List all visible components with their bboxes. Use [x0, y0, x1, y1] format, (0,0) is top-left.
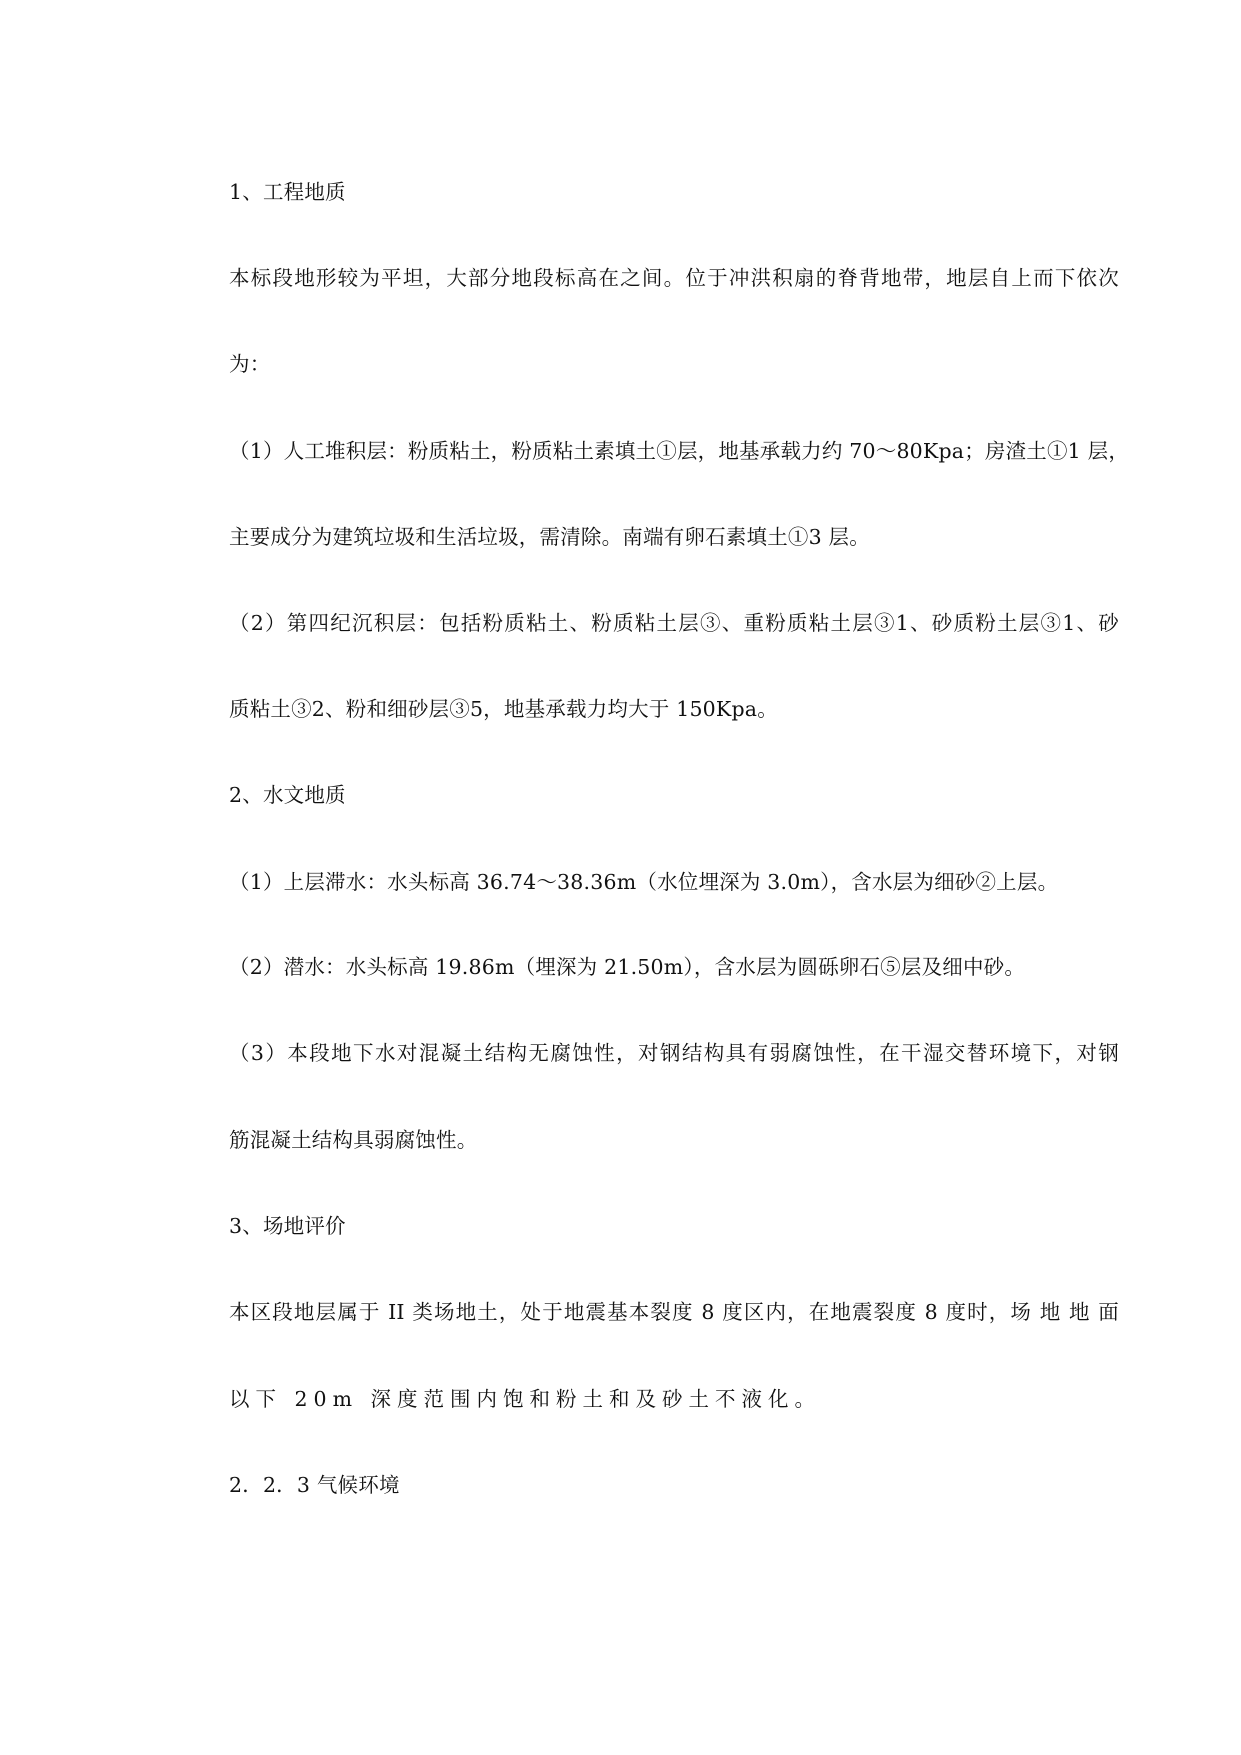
paragraph-line: （1）上层滞水：水头标高 36.74～38.36m（水位埋深为 3.0m），含水层为细砂②上层。	[229, 870, 1059, 894]
paragraph-line: （3）本段地下水对混凝土结构无腐蚀性，对钢结构具有弱腐蚀性，在干湿交替环境下，对钢	[229, 1041, 1119, 1065]
paragraph-line: 为：	[229, 352, 271, 376]
paragraph-line: 以下 20m 深度范围内饱和粉土和及砂土不液化。	[229, 1387, 822, 1411]
heading-climate-environment: 2．2．3 气候环境	[229, 1473, 400, 1497]
paragraph-line: 本区段地层属于 II 类场地土，处于地震基本裂度 8 度区内，在地震裂度 8 度时，场 地 地 面	[229, 1300, 1119, 1324]
paragraph-line: （1）人工堆积层：粉质粘土，粉质粘土素填土①层，地基承载力约 70～80Kpa；房渣土①1 层，	[229, 439, 1130, 463]
heading-engineering-geology: 1、工程地质	[229, 180, 346, 204]
paragraph-line: （2）潜水：水头标高 19.86m（埋深为 21.50m），含水层为圆砾卵石⑤层及细中砂。	[229, 955, 1026, 979]
paragraph-line: 质粘土③2、粉和细砂层③5，地基承载力均大于 150Kpa。	[229, 697, 778, 721]
paragraph-line: （2）第四纪沉积层：包括粉质粘土、粉质粘土层③、重粉质粘土层③1、砂质粉土层③1、砂	[229, 611, 1119, 635]
heading-site-evaluation: 3、场地评价	[229, 1214, 346, 1238]
heading-hydrogeology: 2、水文地质	[229, 783, 346, 807]
paragraph-line: 本标段地形较为平坦，大部分地段标高在之间。位于冲洪积扇的脊背地带，地层自上而下依次	[229, 266, 1119, 290]
paragraph-line: 主要成分为建筑垃圾和生活垃圾，需清除。南端有卵石素填土①3 层。	[229, 525, 870, 549]
paragraph-line: 筋混凝土结构具弱腐蚀性。	[229, 1128, 478, 1152]
